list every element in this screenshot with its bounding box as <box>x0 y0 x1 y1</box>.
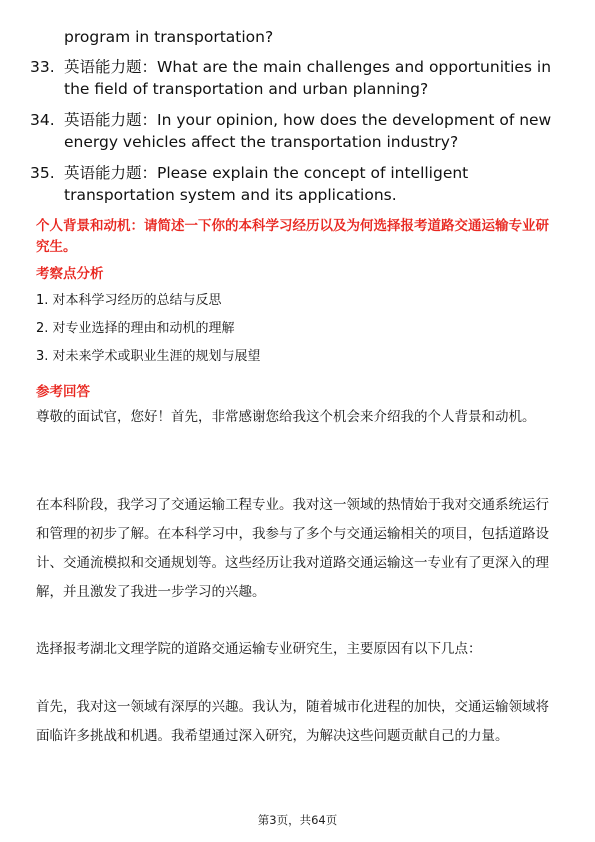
question-number: 33. <box>30 58 55 76</box>
analysis-point: 1. 对本科学习经历的总结与反思 <box>36 293 222 308</box>
answer-paragraph: 首先，我对这一领域有深厚的兴趣。我认为，随着城市化进程的加快，交通运输领域将面临许多挑战和机遇。我希望通过深入研究，为解决这些问题贡献自己的力量。 <box>36 699 549 744</box>
answer-heading: 参考回答 <box>36 384 90 400</box>
question-continuation: program in transportation? <box>64 28 274 46</box>
answer-paragraph: 选择报考湖北文理学院的道路交通运输专业研究生，主要原因有以下几点： <box>36 641 482 657</box>
page-number-footer: 第3页，共64页 <box>257 813 338 827</box>
analysis-point: 2. 对专业选择的理由和动机的理解 <box>36 321 235 336</box>
answer-paragraph: 在本科阶段，我学习了交通运输工程专业。我对这一领域的热情始于我对交通系统运行和管理的初步了解。在本科学习中，我参与了多个与交通运输相关的项目，包括道路设计、交通流模拟和交通规划等。这些经历让我对道路交通运输这一专业有了更深入的理解，并且激发了我进一步学习的兴趣。 <box>36 497 549 600</box>
question-text: 英语能力题：What are the main challenges and opportunities in the field of transportation and urban planning? <box>64 58 552 98</box>
question-text: 英语能力题：Please explain the concept of intelligent transportation system and its applications. <box>64 164 469 204</box>
question-text: 英语能力题：In your opinion, how does the development of new energy vehicles affect the transportation industry? <box>64 111 552 151</box>
analysis-heading: 考察点分析 <box>36 266 104 282</box>
answer-paragraph: 尊敬的面试官，您好！首先，非常感谢您给我这个机会来介绍我的个人背景和动机。 <box>36 409 536 425</box>
question-number: 35. <box>30 164 55 182</box>
question-list <box>30 56 570 215</box>
analysis-point: 3. 对未来学术或职业生涯的规划与展望 <box>36 349 261 364</box>
section-title: 个人背景和动机：请简述一下你的本科学习经历以及为何选择报考道路交通运输专业研究生。 <box>36 218 549 255</box>
question-item <box>30 109 570 153</box>
question-item <box>30 56 570 100</box>
question-number: 34. <box>30 111 55 129</box>
question-item <box>30 162 570 206</box>
